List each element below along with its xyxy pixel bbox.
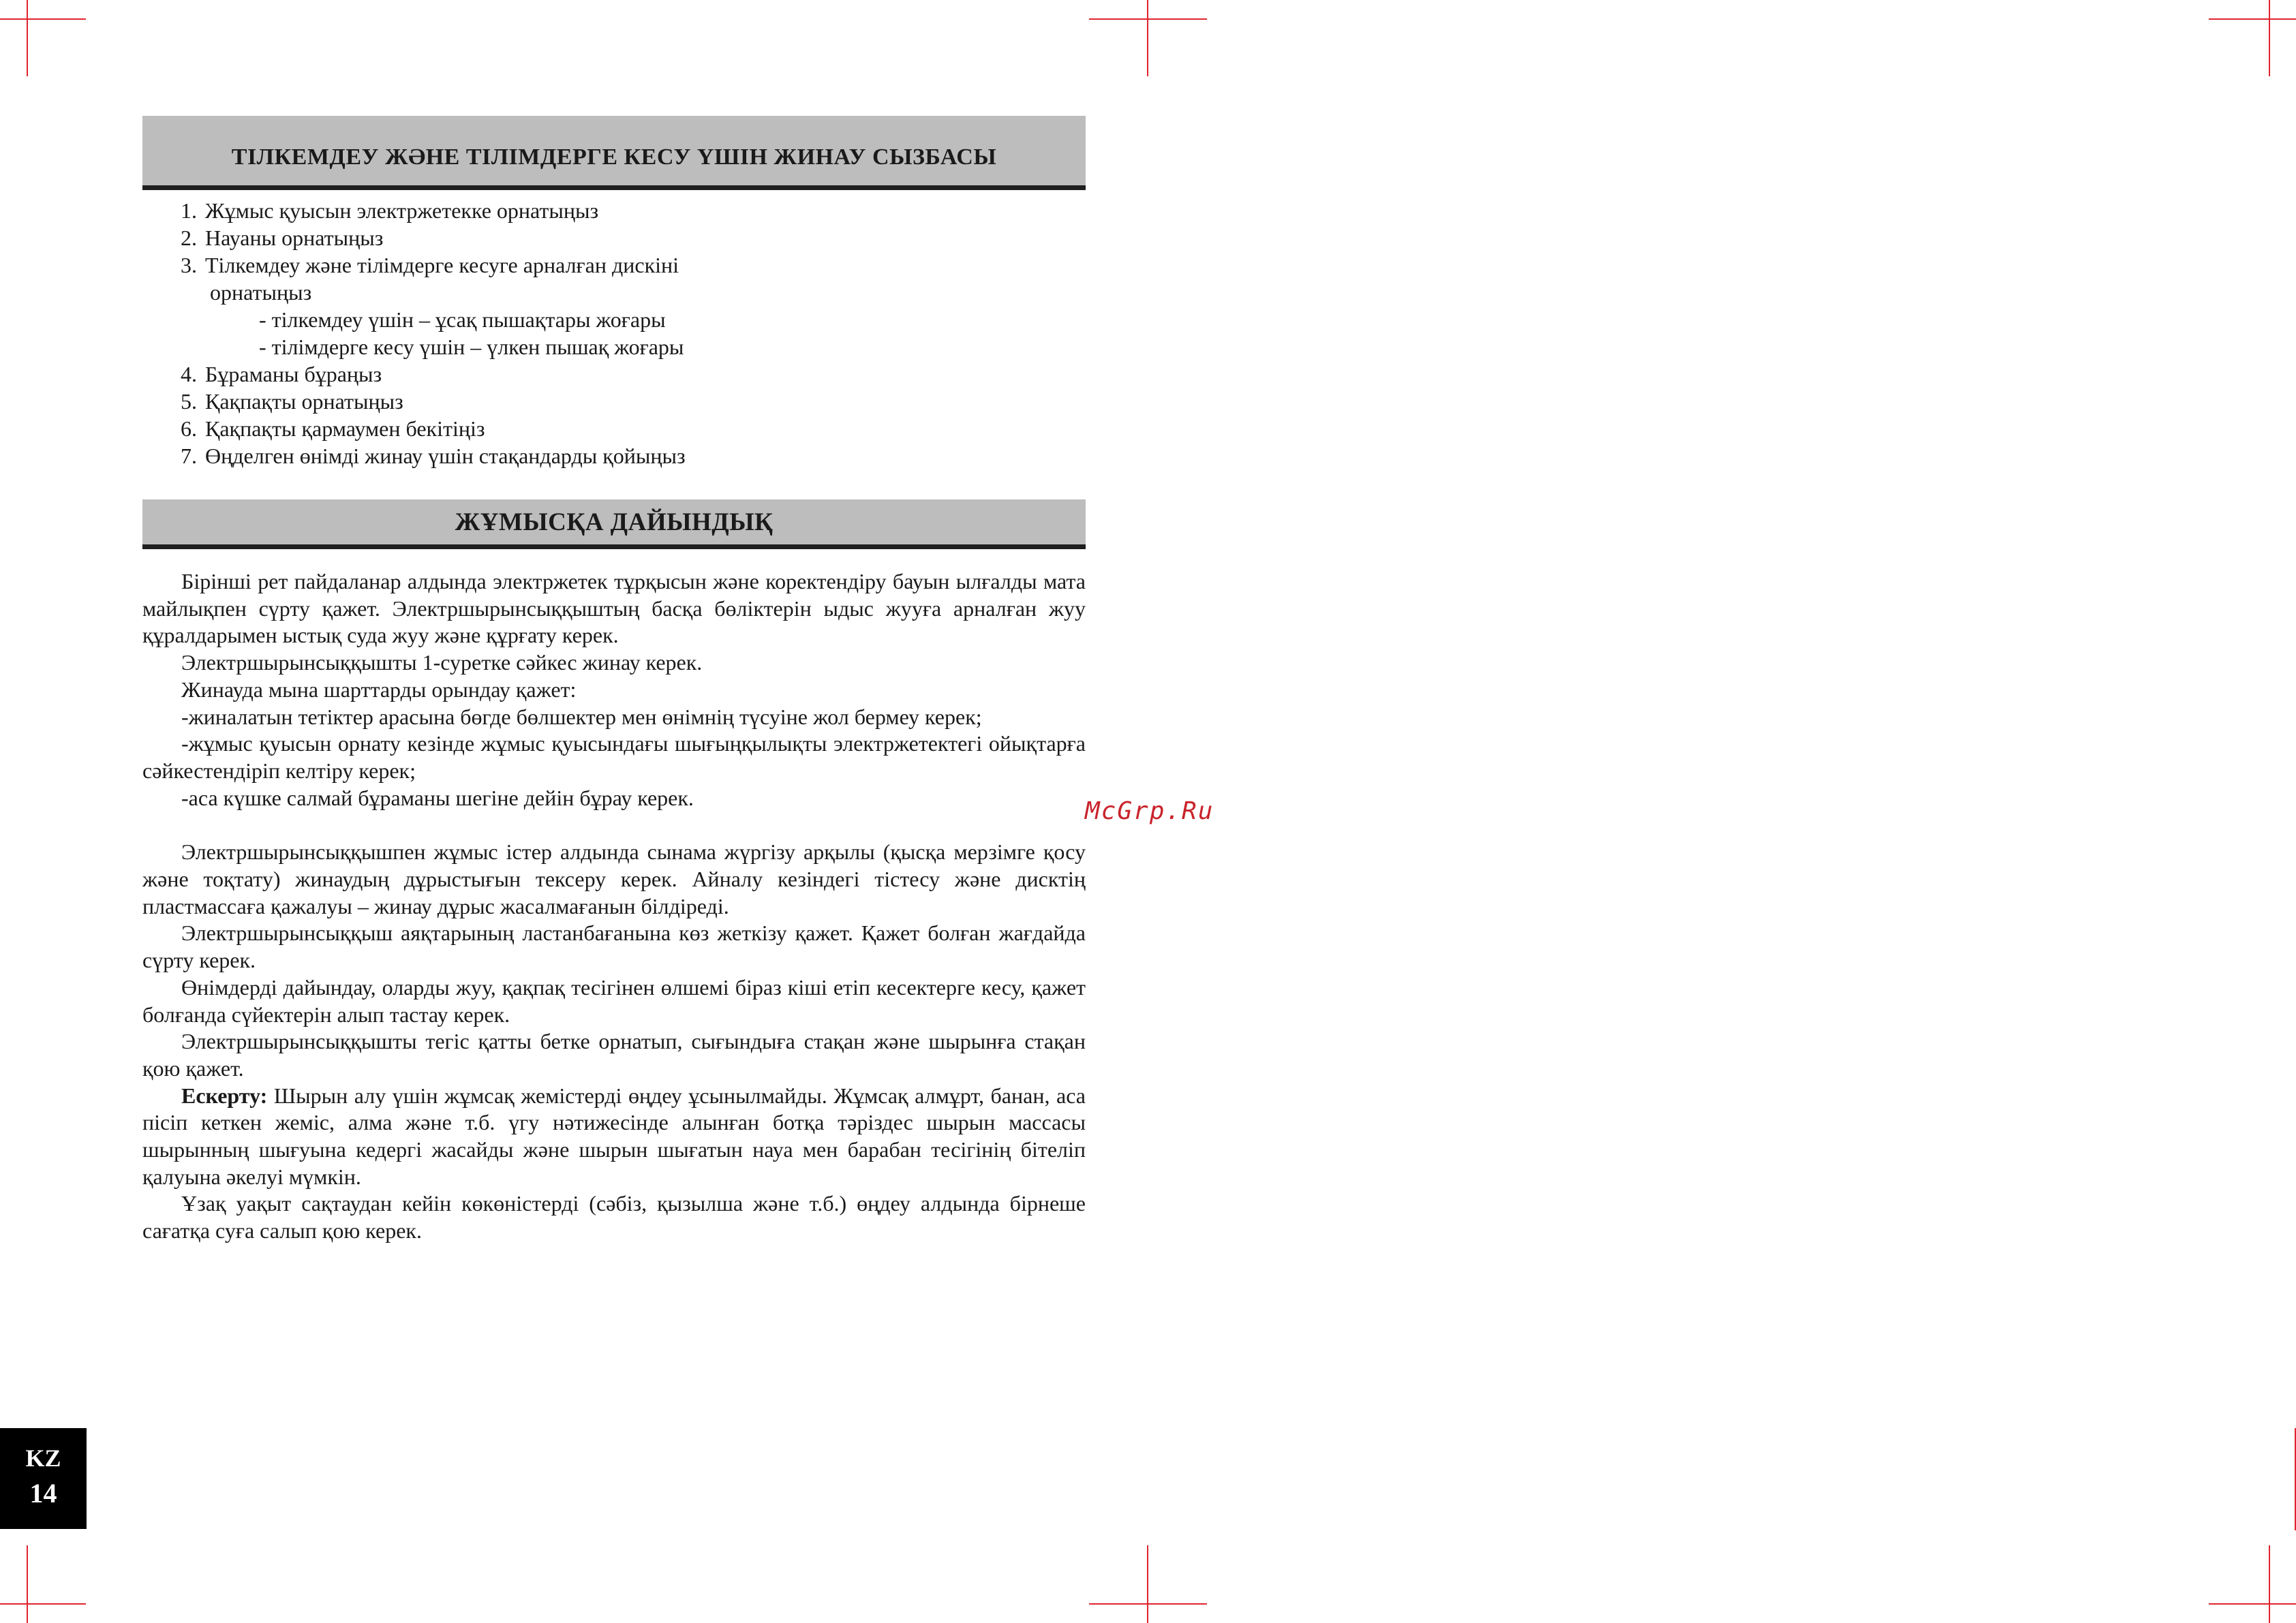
watermark: McGrp.Ru — [1085, 797, 1214, 825]
assembly-step — [168, 415, 485, 442]
assembly-substep — [259, 333, 684, 360]
step-number: 6. — [181, 416, 197, 441]
crop-mark — [2209, 18, 2296, 20]
paragraph: Электршырынсыққышты тегіс қатты бетке орнатып, сығындыға стақан және шырынға стақан қою қажет. — [142, 1029, 1086, 1081]
crop-mark — [1147, 0, 1148, 76]
assembly-step — [168, 251, 679, 279]
crop-mark — [0, 18, 86, 20]
step-number: 2. — [181, 226, 197, 250]
paragraph: Электршырынсыққыш аяқтарының ластанбағанына көз жеткізу қажет. Қажет болған жағдайда сүрту керек. — [142, 921, 1086, 973]
crop-mark — [1147, 1545, 1148, 1623]
assembly-step — [168, 197, 598, 224]
step-text: Науаны орнатыңыз — [205, 226, 384, 250]
assembly-step-continuation — [210, 279, 311, 306]
paragraph: Бірінші рет пайдаланар алдында электржетек тұрқысын және коректендіру бауын ылғалды мата майлықпен сүрту қажет. Электршырынсыққыштың басқа бөліктерін ыдыс жууға арналған жуу құралдарымен ыстық суда жуу және құрғату керек. — [142, 569, 1086, 648]
step-text: Бұраманы бұраңыз — [205, 362, 382, 386]
paragraph: Жинауда мына шарттарды орындау қажет: — [181, 677, 577, 702]
step-text: Өңделген өнімді жинау үшін стақандарды қойыңыз — [205, 444, 686, 468]
step-number: 5. — [181, 389, 197, 414]
step-text: орнатыңыз — [210, 280, 312, 305]
crop-mark — [0, 1603, 86, 1605]
step-text: Қақпақты орнатыңыз — [205, 389, 403, 414]
assembly-section-title: ТІЛКЕМДЕУ ЖӘНЕ ТІЛІМДЕРГЕ КЕСУ ҮШІН ЖИНАУ СЫЗБАСЫ — [142, 116, 1086, 190]
paragraph: Өнімдерді дайындау, оларды жуу, қақпақ тесігінен өлшемі біраз кіші етіп кесектерге кесу, қажет болғанда сүйектерін алып тастау керек. — [142, 974, 1086, 1027]
step-number: 4. — [181, 362, 197, 386]
step-number: 7. — [181, 444, 197, 468]
crop-mark — [27, 1545, 28, 1623]
paragraph: -аса күшке салмай бұраманы шегіне дейін бұрау керек. — [181, 785, 694, 810]
note-text: Шырын алу үшін жұмсақ жемістерді өңдеу ұсынылмайды. Жұмсақ алмұрт, банан, аса пісіп кеткен жеміс, алма және т.б. үгу нәтижесінде алынған ботқа тәріздес шырын массасы шырынның шығуына кедергі жасайды және шырын шығатын науа мен барабан тесігінің бітеліп қалуына әкелуі мүмкін. — [142, 1083, 1086, 1189]
paragraph: Ұзақ уақыт сақтаудан кейін көкөністерді (сәбіз, қызылша және т.б.) өңдеу алдында бірнеше сағатқа суға салып қою керек. — [142, 1191, 1086, 1243]
note-label: Ескерту: — [181, 1083, 268, 1108]
note-paragraph — [142, 1083, 1086, 1191]
substep-text: - тілімдерге кесу үшін – үлкен пышақ жоғары — [259, 335, 684, 359]
crop-mark — [2209, 1603, 2296, 1605]
step-text: Тілкемдеу және тілімдерге кесуге арналған дискіні — [205, 253, 679, 277]
preparation-body — [142, 568, 1086, 1245]
step-number: 3. — [181, 253, 197, 277]
preparation-section-title: ЖҰМЫСҚА ДАЙЫНДЫҚ — [142, 499, 1086, 549]
assembly-step — [168, 360, 382, 388]
crop-mark — [27, 0, 28, 76]
language-code: KZ — [25, 1444, 61, 1472]
paragraph: -жиналатын тетіктер арасына бөгде бөлшектер мен өнімнің түсуіне жол бермеу керек; — [181, 704, 982, 729]
step-number: 1. — [181, 198, 197, 223]
crop-mark — [2269, 0, 2270, 76]
assembly-step — [168, 388, 403, 415]
step-text: Қақпақты қармаумен бекітіңіз — [205, 416, 485, 441]
paragraph: -жұмыс қуысын орнату кезінде жұмыс қуысындағы шығыңқылықты электржетектегі ойықтарға сәйкестендіріп келтіру керек; — [142, 731, 1086, 783]
assembly-step — [168, 224, 383, 251]
assembly-step — [168, 442, 686, 469]
page-number: 14 — [29, 1478, 57, 1509]
substep-text: - тілкемдеу үшін – ұсақ пышақтары жоғары — [259, 307, 666, 332]
page-tab — [0, 1428, 87, 1529]
crop-mark — [2269, 1545, 2270, 1623]
paragraph: Электршырынсыққышты 1-суретке сәйкес жинау керек. — [181, 650, 703, 675]
step-text: Жұмыс қуысын электржетекке орнатыңыз — [205, 198, 599, 223]
paragraph: Электршырынсыққышпен жұмыс істер алдында сынама жүргізу арқылы (қысқа мерзімге қосу және тоқтату) жинаудың дұрыстығын тексеру керек. Айналу кезіндегі тістесу және дисктің пластмассаға қажалуы – жинау дұрыс жасалмағанын білдіреді. — [142, 839, 1086, 918]
assembly-substep — [259, 306, 666, 333]
